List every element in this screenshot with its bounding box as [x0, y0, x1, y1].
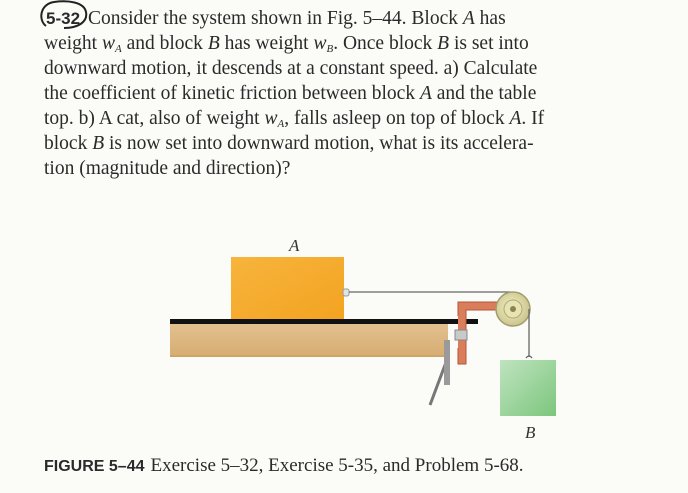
var-B: B: [207, 33, 220, 54]
block-a-hook: [343, 289, 349, 296]
pulley-axle: [510, 306, 516, 312]
text-span: is set into: [449, 33, 529, 54]
text-span: . If: [521, 108, 545, 129]
table-top-edge: [170, 319, 478, 324]
var-w: w: [313, 33, 327, 54]
var-A: A: [419, 83, 432, 104]
figure-caption-label: FIGURE 5–44: [44, 458, 145, 475]
text-span: and the table: [431, 83, 537, 104]
text-span: top. b) A cat, also of weight: [44, 108, 265, 129]
var-w: w: [101, 33, 115, 54]
text-span: weight: [44, 33, 98, 54]
text-span: has: [479, 8, 506, 29]
text-span: downward motion, it descends at a constant speed. a) Calculate: [44, 58, 538, 79]
text-span: tion (magnitude and direction)?: [44, 158, 291, 179]
block-a: [231, 257, 344, 319]
var-A: A: [509, 108, 522, 129]
var-B: B: [437, 33, 450, 54]
text-span: , falls asleep on top of block: [284, 108, 510, 129]
var-w: w: [264, 108, 278, 129]
figure-caption: [44, 455, 524, 477]
figure-caption-text: Exercise 5–32, Exercise 5-35, and Problem 5-68.: [150, 455, 524, 476]
text-span: block: [44, 133, 93, 154]
block-b: [500, 360, 556, 416]
table-leg: [444, 340, 450, 385]
var-B: B: [92, 133, 105, 154]
problem-number-text: 5-32: [46, 9, 81, 28]
text-span: . Once block: [333, 33, 438, 54]
sub-A: A: [114, 43, 122, 55]
text-span: is now set into downward motion, what is its accelera-: [104, 133, 534, 154]
sub-A: A: [277, 118, 285, 130]
clamp-screw: [455, 330, 467, 340]
table-body: [170, 324, 448, 357]
var-A: A: [462, 8, 475, 29]
text-span: the coefficient of kinetic friction between block: [44, 83, 420, 104]
block-b-label: B: [525, 423, 536, 442]
block-a-label: A: [289, 236, 300, 255]
text-span: has weight: [219, 33, 314, 54]
sub-B: B: [326, 43, 334, 55]
text-span: and block: [126, 33, 208, 54]
text-span: Consider the system shown in Fig. 5–44. Block: [88, 8, 463, 29]
